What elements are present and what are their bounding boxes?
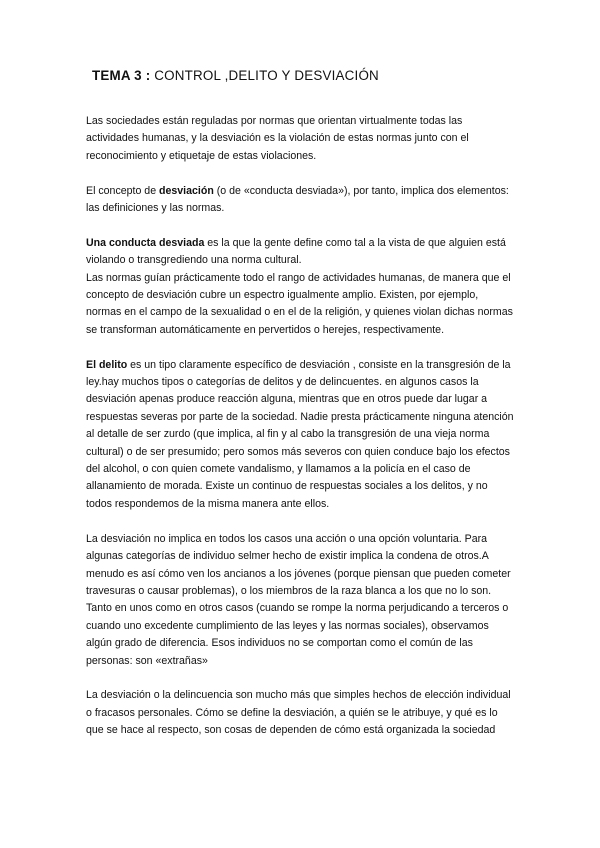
term-conducta-desviada: Una conducta desviada (86, 236, 205, 249)
paragraph-normas-text: Las normas guían prácticamente todo el rango de actividades humanas, de manera que el concepto de desviación cubre un espectro igualmente amplio. Existen, por ejemplo, normas en el campo de la sexualidad o en el de la religión, y quienes violan dichas normas se transforman automáticamente en pervertidos o herejes, respectivamente. (86, 271, 513, 336)
title-prefix: TEMA 3 : (92, 68, 151, 83)
page-title (92, 68, 379, 83)
paragraph-concept-post: (o de «conducta desviada»), por tanto, implica dos elementos: las definiciones y las normas. (86, 184, 509, 215)
term-delito: El delito (86, 358, 128, 371)
paragraph-concept-pre: El concepto de (86, 184, 160, 197)
paragraph-voluntaria (86, 531, 516, 670)
paragraph-delito-post: es un tipo claramente específico de desviación , consiste en la transgresión de la ley.hay muchos tipos o categorías de delitos y de delincuentes. en algunos casos la desviación apenas produce reacción alguna, mientras que en otros puede dar lugar a respuestas severas por parte de la sociedad. Nadie presta prácticamente ninguna atención al detalle de ser zurdo (que implica, al fin y al cabo la transgresión de una vieja norma cultural) o de ser presumido; pero somos más severos con quien conduce bajo los efectos del alcohol, o con quien comete vandalismo, y llamamos a la policía en el caso de allanamiento de morada. Existe un continuo de respuestas sociales a los delitos, y no todos respondemos de la misma manera ante ellos. (86, 358, 514, 510)
term-desviacion: desviación (159, 184, 214, 197)
paragraph-intro (86, 113, 516, 165)
paragraph-normas (86, 270, 516, 340)
paragraph-conclusion (86, 687, 516, 739)
paragraph-concept (86, 183, 516, 218)
paragraph-delito (86, 357, 516, 514)
paragraph-conducta (86, 235, 516, 270)
paragraph-conducta-post: es la que la gente define como tal a la vista de que alguien está violando o transgrediendo una norma cultural. (86, 236, 506, 267)
paragraph-conclusion-text: La desviación o la delincuencia son mucho más que simples hechos de elección individual o fracasos personales. Cómo se define la desviación, a quién se le atribuye, y qué es lo que se hace al respecto, son cosas de dependen de cómo está organizada la sociedad (86, 689, 511, 737)
paragraph-intro-text: Las sociedades están reguladas por normas que orientan virtualmente todas las actividades humanas, y la desviación es la violación de estas normas junto con el reconocimiento y etiquetaje de estas violaciones. (86, 115, 469, 162)
paragraph-voluntaria-text: La desviación no implica en todos los casos una acción o una opción voluntaria. Para algunas categorías de individuo selmer hecho de existir implica la condena de otros.A menudo es así cómo ven los ancianos a los jóvenes (porque piensan que pueden cometer travesuras o causar problemas), o los miembros de la raza blanca a los que no lo son. Tanto en unos como en otros casos (cuando se rompe la norma perjudicando a terceros o cuando uno excedente cumplimiento de las leyes y las normas sociales), observamos algún grado de diferencia. Esos individuos no se comportan como el común de las personas: son «extrañas» (86, 532, 511, 667)
document-body (86, 113, 516, 757)
title-text: CONTROL ,DELITO Y DESVIACIÓN (150, 68, 379, 83)
